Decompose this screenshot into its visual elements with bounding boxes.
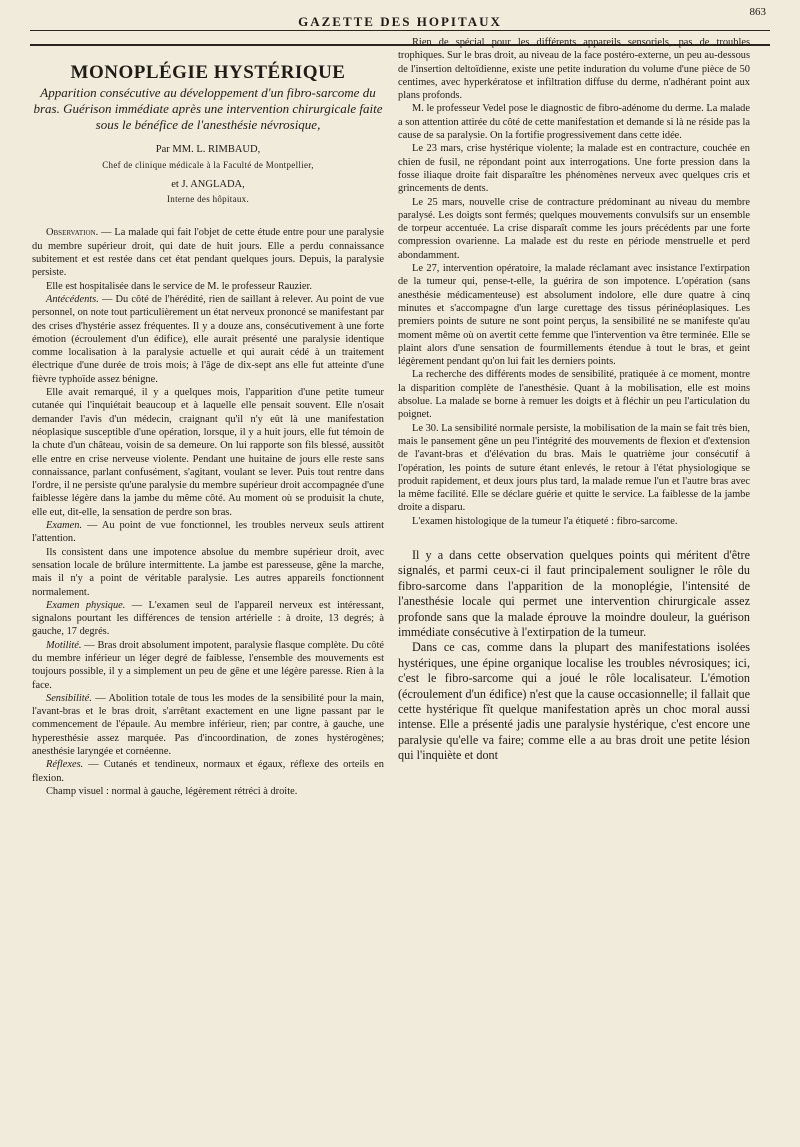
- paragraph: Dans ce cas, comme dans la plupart des manifestations isolées hystériques, une épine organique localise les troubles névrosiques; ici, c'est le fibro-sarcome qui a joué le rôle localisateur. L'émotion (écroulement d'un édifice) n'est que la cause occasionnelle; il fallait que cette hystérique fît quelque manifestation après un choc moral aussi intense. Elle a présenté jadis une paralysie hystérique, c'est encore une paralysie qu'elle va faire; comme elle a au bras droit une petite lésion qui l'inquiète et dont: [398, 640, 750, 763]
- author-affiliation-2: Interne des hôpitaux.: [166, 194, 250, 205]
- article-subtitle: Apparition consécutive au développement d'un fibro-sarcome du bras. Guérison immédiate après une intervention chirurgicale faite sous le bénéfice de l'anesthésie névrosique,: [33, 85, 383, 133]
- paragraph-examen-physique: Examen physique. — L'examen seul de l'appareil nerveux est intéressant, signalons pourtant les différences de tension artérielle : à droite, 13 degrés; à gauche, 17 degrés.: [32, 599, 384, 638]
- paragraph: Rien de spécial pour les différents appareils sensoriels, pas de troubles trophiques. Sur le bras droit, au niveau de la face postéro-externe, un peu au-dessous de l'insertion deltoïdienne, existe une petite induration du volume d'une pièce de 50 centimes, avec hyperkératose et infiltration diffuse du derme, n'adhérant point aux plans profonds.: [398, 37, 750, 102]
- paragraph: Elle avait remarqué, il y a quelques mois, l'apparition d'une petite tumeur cutanée qui l'inquiétait beaucoup et à laquelle elle pensait souvent. Elle n'osait demander l'avis d'un médecin, craignant qu'il n'y eût là une manifestation néoplasique susceptible d'une opération, lorsque, il y a huit jours, elle fut témoin de la chute d'un château, voisin de sa demeure. On lui rapporte son fils blessé, aussitôt elle entre en crise nerveuse violente. Pendant une huitaine de jours elle reste sans connaissance, parlant confusément, s'agitant, voulant se lever. Puis tout rentre dans l'ordre, il ne persiste qu'une paralysie du membre supérieur droit accompagnée d'une faiblesse légère dans la jambe du même côté. Au moment où se produisit la chute, elle eut, dit-elle, la sensation de perdre son bras.: [32, 387, 384, 518]
- paragraph-lead: Examen physique.: [46, 599, 126, 611]
- paragraph: Elle est hospitalisée dans le service de M. le professeur Rauzier.: [46, 280, 313, 292]
- paragraph-lead: Motilité.: [46, 639, 82, 651]
- paragraph-lead: Examen.: [46, 520, 83, 532]
- paragraph-sensibilite: Sensibilité. — Abolition totale de tous les modes de la sensibilité pour la main, l'avant-bras et le bras droit, s'arrêtant exactement en une ligne passant par le commencement de l'épaule. Au membre inférieur, rien; par contre, à gauche, une hyperesthésie assez marquée. Pas d'incoordination, de zones hystérogènes; anesthésie laryngée et cornéenne.: [32, 692, 384, 758]
- paragraph: Le 23 mars, crise hystérique violente; la malade est en contracture, couchée en chien de fusil, ne répondant point aux interrogations. Une forte pression dans la fosse iliaque droite fait disparaître les phénomènes nerveux avec quelques cris et grincements de dents.: [398, 143, 750, 195]
- header-rule: [30, 30, 770, 31]
- paragraph-observation: Observation. — La malade qui fait l'objet de cette étude entre pour une paralysie du membre supérieur droit, qui date de huit jours. Elle a perdu connaissance subitement et est restée dans cet état pendant quelques jours. Depuis, la paralysie persiste.: [32, 227, 384, 279]
- author-byline-2: et J. ANGLADA,: [171, 178, 245, 190]
- paragraph: Il y a dans cette observation quelques points qui méritent d'être signalés, et parmi ceux-ci il faut principalement souligner le rôle du fibro-sarcome dans l'apparition de la monoplégie, l'intensité de l'anesthésie locale qui permet une intervention chirurgicale assez profonde sans que la malade éprouve la moindre douleur, la guérison immédiate consécutive à l'extirpation de la tumeur.: [398, 547, 750, 640]
- paragraph-lead: Réflexes.: [46, 759, 84, 771]
- paragraph-examen: Examen. — Au point de vue fonctionnel, les troubles nerveux seuls attirent l'attention.: [32, 520, 384, 545]
- paragraph-antecedents: Antécédents. — Du côté de l'hérédité, rien de saillant à relever. Au point de vue personnel, on note tout particulièrement un état nerveux prononcé se manifestant par des crises d'hystérie assez fréquentes. Il y a douze ans, consécutivement à une forte émotion (écroulement d'un édifice), elle aurait présenté une paralysie identique comme localisation à la paralysie actuelle et qui aurait cédé à un traitement électrique d'une durée de trois mois; à l'âge de dix-sept ans elle fut atteinte d'une fièvre typhoïde assez bénigne.: [32, 293, 384, 385]
- paragraph-reflexes: Réflexes. — Cutanés et tendineux, normaux et égaux, réflexe des orteils en flexion.: [32, 759, 384, 784]
- paragraph-lead: Sensibilité.: [46, 692, 92, 704]
- paragraph: La recherche des différents modes de sensibilité, pratiquée à ce moment, montre la disparition complète de l'anesthésie. Quant à la mobilisation, elle est moins absolue. La malade se borne à remuer les doigts et à fléchir un peu l'articulation du poignet.: [398, 369, 750, 421]
- paragraph: L'examen histologique de la tumeur l'a étiqueté : fibro-sarcome.: [412, 515, 678, 527]
- discussion-section: [398, 548, 750, 764]
- article-title: MONOPLÉGIE HYSTÉRIQUE: [70, 62, 346, 83]
- author-byline-1: Par MM. L. RIMBAUD,: [155, 144, 261, 156]
- page-number: 863: [749, 6, 766, 18]
- author-affiliation-1: Chef de clinique médicale à la Faculté de Montpellier,: [102, 159, 314, 170]
- paragraph: Le 25 mars, nouvelle crise de contracture prédominant au niveau du membre paralysé. Les doigts sont fermés; quelques mouvements convulsifs sur un ensemble de torpeur accentuée. La crise disparaît comme les jours précédents par une forte compression ovarienne. La malade est du reste en période menstruelle et perd abondamment.: [398, 196, 750, 261]
- paragraph-motilite: Motilité. — Bras droit absolument impotent, paralysie flasque complète. Du côté du membre inférieur un léger degré de faiblesse, l'ensemble des mouvements est toujours possible, il y a simplement un peu de gêne et une légère paresse. Rien à la face.: [32, 639, 384, 691]
- paragraph-lead: Antécédents.: [46, 293, 99, 305]
- right-column: [398, 36, 750, 1121]
- paragraph: Ils consistent dans une impotence absolue du membre supérieur droit, avec sensation locale de brûlure intermittente. La jambe est paresseuse, gêne la marche, mais il n'y a point de véritable paralysie. Les autres appareils fonctionnent normalement.: [32, 546, 384, 598]
- paragraph-lead: Observation.: [46, 227, 99, 239]
- paragraph: Champ visuel : normal à gauche, légèrement rétréci à droite.: [46, 785, 298, 797]
- paragraph: M. le professeur Vedel pose le diagnostic de fibro-adénome du derme. La malade a son attention attirée du côté de cette manifestation et demande si là ne réside pas la cause de sa paralysie. On la fortifie progressivement dans cette idée.: [398, 103, 750, 142]
- left-column: [32, 52, 384, 1137]
- journal-title: GAZETTE DES HOPITAUX: [298, 14, 502, 29]
- paragraph: Le 30. La sensibilité normale persiste, la mobilisation de la main se fait très bien, mais le pansement gêne un peu l'intégrité des mouvements de flexion et d'extension de l'avant-bras et d'élévation du bras. Mais le quatrième jour consécutif à l'opération, les points de suture étant enlevés, le retour à l'état physiologique se produit rapidement, et deux jours plus tard, la malade remue l'un et l'autre bras avec la même facilité. Elle se déclare guérie et quitte le service. La faiblesse de la jambe droite a disparu.: [398, 422, 750, 514]
- paragraph: Le 27, intervention opératoire, la malade réclamant avec insistance l'extirpation de la tumeur qui, pense-t-elle, la guérira de son impotence. L'opération (sans anesthésie médicamenteuse) est absolument indolore, elle dure quatre à cinq minutes et s'accompagne d'un large curettage des tissus périnéoplasiques. Les premiers points de suture ne sont point perçus, la sensibilité ne se manifeste qu'au moment même où on avertit cette femme que l'intervention va être terminée. Elle se plaint alors d'une sensation de fourmillements étendue à tout le bras, et geint légèrement pendant qu'on lui fait les derniers points.: [398, 263, 750, 368]
